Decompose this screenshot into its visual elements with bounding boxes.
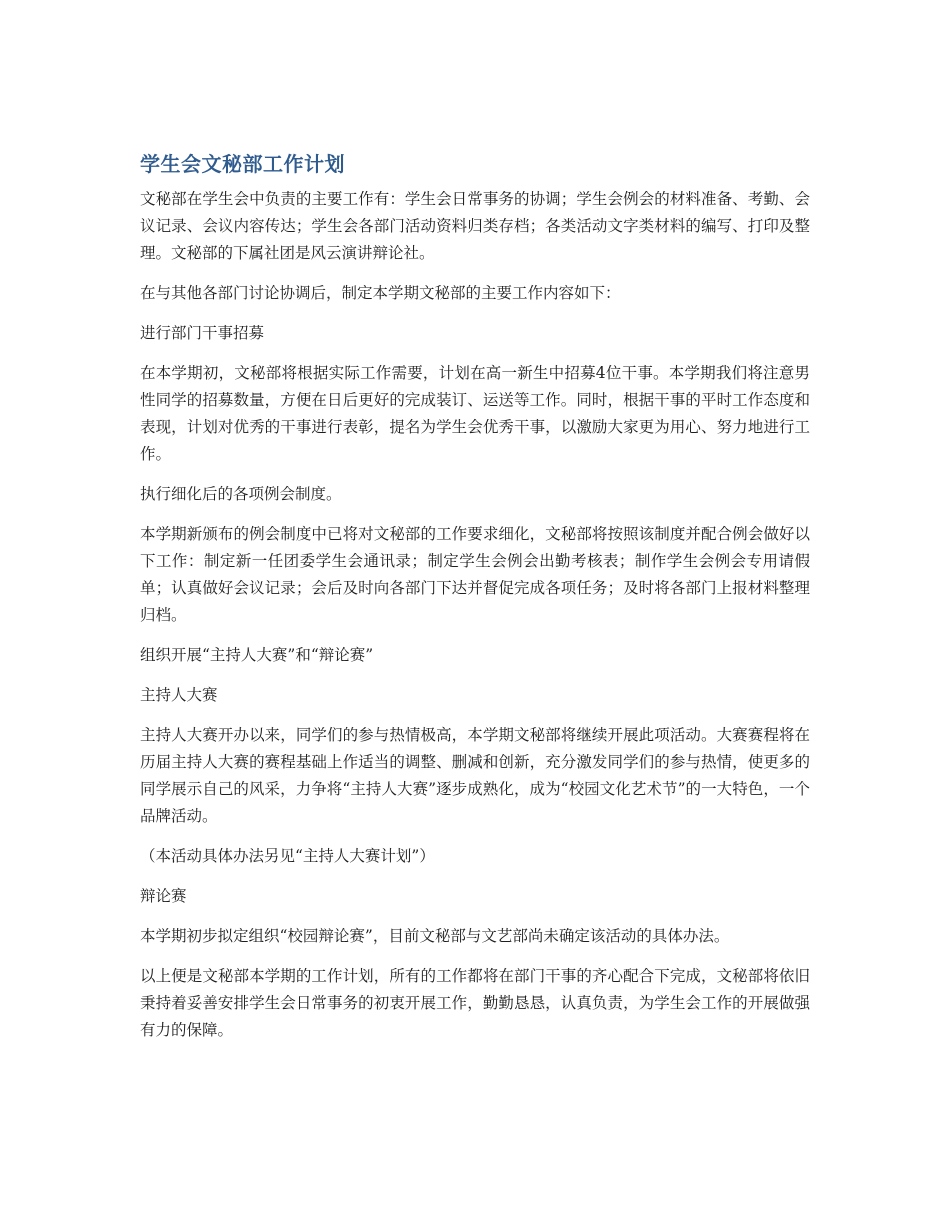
document-page — [140, 148, 810, 1057]
intro-paragraph: 文秘部在学生会中负责的主要工作有：学生会日常事务的协调；学生会例会的材料准备、考勤、会议记录、会议内容传达；学生会各部门活动资料归类存档；各类活动文字类材料的编写、打印及整理。文秘部的下属社团是风云演讲辩论社。 — [140, 190, 810, 262]
subsection-note-host-contest: （本活动具体办法另见“主持人大赛计划”） — [140, 847, 435, 865]
document-title: 学生会文秘部工作计划 — [140, 152, 345, 176]
subsection-body-debate: 本学期初步拟定组织“校园辩论赛”，目前文秘部与文艺部尚未确定该活动的具体办法。 — [140, 927, 730, 945]
section-heading-recruitment: 进行部门干事招募 — [140, 324, 265, 342]
subsection-body-host-contest: 主持人大赛开办以来，同学们的参与热情极高，本学期文秘部将继续开展此项活动。大赛赛程将在历届主持人大赛的赛程基础上作适当的调整、删减和创新，充分激发同学们的参与热情，使更多的同学展示自己的风采，力争将“主持人大赛”逐步成熟化，成为“校园文化艺术节”的一大特色，一个品牌活动。 — [140, 726, 810, 825]
section-heading-meetings: 执行细化后的各项例会制度。 — [140, 485, 342, 503]
section-heading-events: 组织开展“主持人大赛”和“辩论赛” — [140, 646, 374, 664]
subsection-heading-host-contest: 主持人大赛 — [140, 686, 218, 704]
section-body-recruitment: 在本学期初，文秘部将根据实际工作需要，计划在高一新生中招募4位干事。本学期我们将注意男性同学的招募数量，方便在日后更好的完成装订、运送等工作。同时，根据干事的平时工作态度和表现，计划对优秀的干事进行表彰，提名为学生会优秀干事，以激励大家更为用心、努力地进行工作。 — [140, 364, 810, 463]
lead-paragraph: 在与其他各部门讨论协调后，制定本学期文秘部的主要工作内容如下： — [140, 284, 621, 302]
subsection-heading-debate: 辩论赛 — [140, 887, 187, 905]
conclusion-paragraph: 以上便是文秘部本学期的工作计划，所有的工作都将在部门干事的齐心配合下完成，文秘部将依旧秉持着妥善安排学生会日常事务的初衷开展工作，勤勤恳恳，认真负责，为学生会工作的开展做强有力的保障。 — [140, 967, 810, 1039]
section-body-meetings: 本学期新颁布的例会制度中已将对文秘部的工作要求细化，文秘部将按照该制度并配合例会做好以下工作：制定新一任团委学生会通讯录；制定学生会例会出勤考核表；制作学生会例会专用请假单；认真做好会议记录；会后及时向各部门下达并督促完成各项任务；及时将各部门上报材料整理归档。 — [140, 525, 810, 624]
